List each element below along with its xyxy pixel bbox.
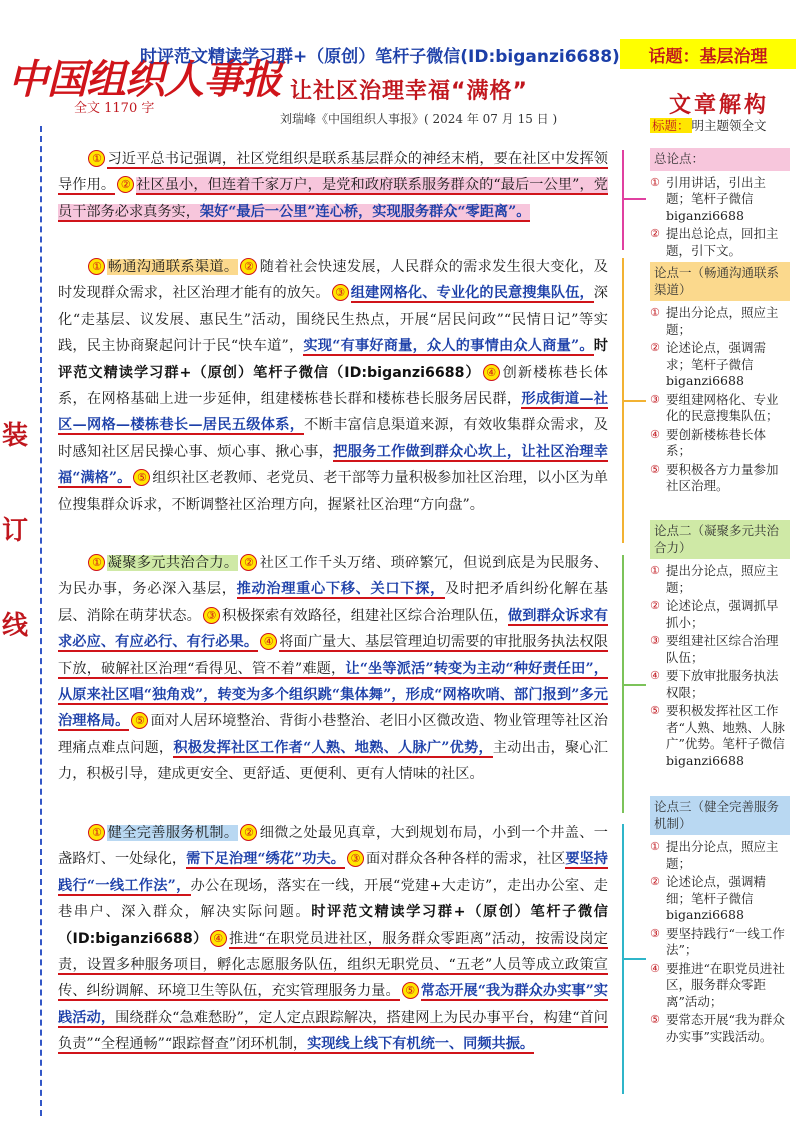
sidebar-item: ① 引用讲话，引出主题；笔杆子微信 biganzi6688: [650, 174, 767, 223]
sidebar-item: ③ 要组建社区综合治理队伍；: [650, 633, 779, 665]
sidebar-subtitle: 标题： 明主题领全文: [652, 118, 767, 133]
sidebar-section-head: 论点二（凝聚多元共治合力）: [650, 520, 790, 559]
header-group-line: 时评范文精读学习群+（原创）笔杆子微信(ID:biganzi6688): [140, 47, 620, 67]
sidebar-item: ① 提出分论点，照应主题；: [650, 563, 779, 595]
bracket-point-3: [612, 824, 624, 1094]
sidebar-section-head: 论点一（畅通沟通联系渠道）: [650, 262, 790, 301]
marker-2: ②: [117, 176, 134, 193]
connector-point-1: [624, 400, 646, 402]
paragraph-point-2: ① 凝聚多元共治合力。 ② 社区工作千头万绪、琐碎繁冗，但说到底是为民服务、为民办事，务必深入基层，推动治理重心下移、关口下探，及时把矛盾纠纷化解在基层、消除在萌芽状态。 ③ 积极探索有效路径，组建社区综合治理队伍，做到群众诉求有求必应、有应必行、有行必果。 ④ 将面广量大、基层管理迫切需要的审批服务执法权限下放，破解社区治理“看得见、管不着”难题，让“坐等派活”转变为主动“种好责任田”，从原来社区唱“独角戏”，转变为多个组织跳“集体舞”，形成“网格吹哨、部门报到”多元治理格局。 ⑤ 面对人居环境整治、背街小巷整治、老旧小区微改造、物业管理等社区治理痛点难点问题，积极发挥社区工作者“人熟、地熟、人脉广”优势，主动出击，聚心汇力，积极引导，建成更安全、更舒适、更便利、更有人情味的社区。: [58, 555, 608, 783]
connector-point-3: [624, 958, 646, 960]
sidebar-item: ② 论述论点，强调精细；笔杆子微信 biganzi6688: [650, 874, 767, 922]
sidebar-item: ④ 要推进“在职党员进社区，服务群众零距离”活动；: [650, 960, 785, 1009]
article-title: 让社区治理幸福“满格”: [290, 79, 528, 104]
watermark-line: 时评范文精读学习群+（原创）笔杆子微信（ID:biganzi6688）: [58, 338, 608, 381]
sidebar-item: ① 提出分论点，照应主题；: [650, 839, 779, 871]
sidebar-item: ① 提出分论点，照应主题；: [650, 305, 779, 337]
word-count: 全文 1170 字: [74, 101, 155, 116]
sidebar-section-point-2: [650, 520, 790, 771]
binding-char-1: 装: [2, 421, 29, 451]
watermark-line: 时评范文精读学习群+（原创）笔杆子微信（ID:biganzi6688）: [58, 904, 608, 947]
sidebar-item: ③ 要坚持践行“一线工作法”；: [650, 925, 785, 957]
paragraph-point-3: ① 健全完善服务机制。 ② 细微之处最见真章，大到规划布局，小到一个井盖、一盏路灯、一处绿化，需下足治理“绣花”功夫。 ③ 面对群众各种各样的需求，社区要坚持践行“一线工作法”，办公在现场，落实在一线，开展“党建+大走访”，走出办公室、走巷串户、深入群众，解决实际问题。时评范文精读学习群+（原创）笔杆子微信（ID:biganzi6688） ④ 推进“在职党员进社区，服务群众零距离”活动，按需设岗定责，设置多种服务项目，孵化志愿服务队伍，组织无职党员、“五老”人员等成立政策宣传、纠纷调解、环境卫生等队伍，充实管理服务力量。 ⑤ 常态开展“我为群众办实事”实践活动，围绕群众“急难愁盼”，定人定点跟踪解决，搭建网上为民办事平台，构建“首问负责”“全程通畅”“跟踪督查”闭环机制，实现线上线下有机统一、同频共振。: [58, 825, 608, 1053]
paragraph-intro: ① 习近平总书记强调，社区党组织是联系基层群众的神经末梢，要在社区中发挥领导作用。 ② 社区虽小，但连着千家万户，是党和政府联系服务群众的“最后一公里”，党员干部务必求真务实，架好“最后一公里”连心桥，实现服务群众“零距离”。: [58, 151, 608, 220]
bracket-point-1: [612, 258, 624, 543]
sidebar-item: ④ 要创新楼栋巷长体系；: [650, 426, 767, 458]
bracket-intro: [612, 150, 624, 250]
article-byline: 刘瑞峰《中国组织人事报》( 2024 年 07 月 15 日 ): [280, 112, 558, 126]
paragraph-point-1: ① 畅通沟通联系渠道。 ② 随着社会快速发展，人民群众的需求发生很大变化，及时发现群众需求，社区治理才能有的放矢。 ③ 组建网格化、专业化的民意搜集队伍，深化“走基层、议发展、惠民生”活动，围绕民生热点，开展“居民问政”“民情日记”等实践，民主协商聚起问计于民“快车道”，实现“有事好商量，众人的事情由众人商量”。时评范文精读学习群+（原创）笔杆子微信（ID:biganzi6688） ④ 创新楼栋巷长体系，在网格基础上进一步延伸，组建楼栋巷长群和楼栋巷长服务居民群，形成街道—社区—网格—楼栋巷长—居民五级体系，不断丰富信息渠道来源，有效收集群众需求，及时感知社区居民操心事、烦心事、揪心事，把服务工作做到群众心坎上，让社区治理幸福“满格”。 ⑤ 组织社区老教师、老党员、老干部等力量积极参加社区治理，以小区为单位搜集群众诉求，不断调整社区治理方向，握紧社区治理“方向盘”。: [58, 259, 608, 513]
sidebar-item: ③ 要组建网格化、专业化的民意搜集队伍；: [650, 391, 779, 423]
sidebar-section-intro: [650, 148, 790, 261]
binding-guide-line: [40, 126, 42, 1116]
sidebar-item: ⑤ 要常态开展“我为群众办实事”实践活动。: [650, 1012, 785, 1044]
newspaper-logo: 中国组织人事报: [8, 56, 281, 103]
sidebar-item: ② 论述论点，强调抓早抓小；: [650, 598, 779, 630]
sidebar-title: 文章解构: [668, 93, 769, 118]
binding-char-3: 线: [2, 611, 29, 641]
topic-badge: 话题：基层治理: [620, 39, 796, 69]
sidebar-section-point-1: [650, 262, 790, 497]
sidebar-section-head: 总论点：: [650, 148, 790, 171]
sidebar-section-head: 论点三（健全完善服务机制）: [650, 796, 790, 835]
sidebar-item: ⑤ 要积极各方力量参加社区治理。: [650, 461, 779, 493]
sidebar-item: ④ 要下放审批服务执法权限；: [650, 668, 779, 700]
sidebar-item: ② 提出总论点，回扣主题，引下文。: [650, 226, 779, 258]
sidebar-section-point-3: [650, 796, 790, 1047]
sidebar-item: ⑤ 要积极发挥社区工作者“人熟、地熟、人脉广”优势。笔杆子微信 biganzi6688: [650, 703, 785, 768]
connector-intro: [624, 198, 646, 200]
marker-1: ①: [88, 150, 105, 167]
sidebar-item: ② 论述论点，强调需求；笔杆子微信 biganzi6688: [650, 340, 767, 388]
binding-char-2: 订: [2, 516, 29, 546]
bracket-point-2: [612, 555, 624, 813]
connector-point-2: [624, 684, 646, 686]
